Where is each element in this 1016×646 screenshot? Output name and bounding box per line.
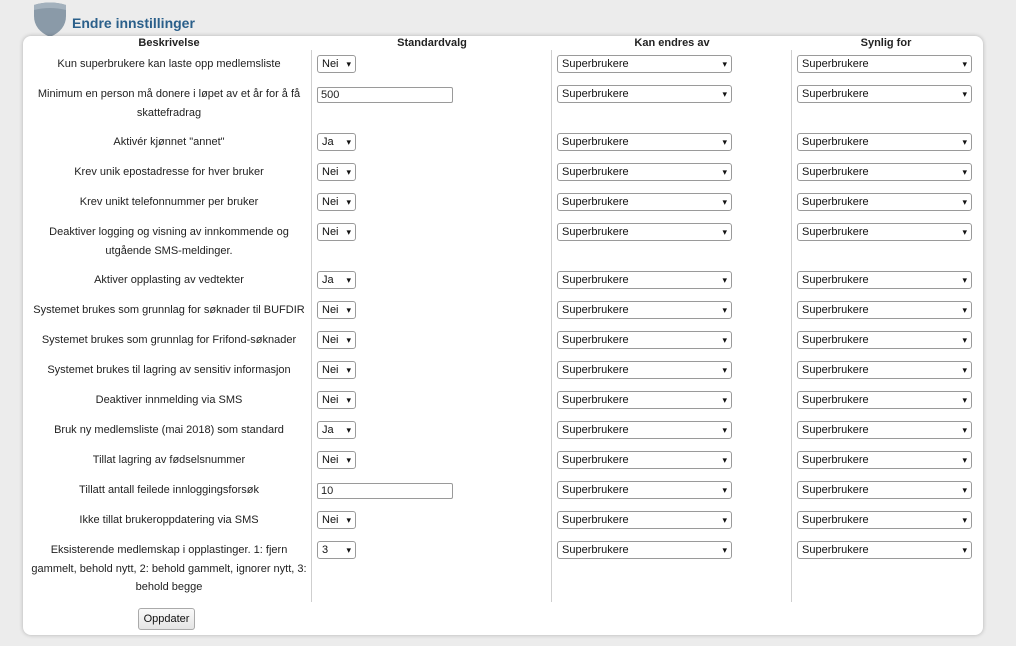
visible-for-select[interactable] (797, 223, 972, 241)
chevron-down-icon: ▾ (722, 167, 727, 177)
default-value-input[interactable]: 10 (317, 483, 453, 499)
chevron-down-icon: ▾ (346, 305, 351, 315)
chevron-down-icon: ▾ (722, 275, 727, 285)
default-value-select[interactable] (317, 421, 356, 439)
chevron-down-icon: ▾ (722, 485, 727, 495)
setting-description: Aktiver opplasting av vedtekter (94, 274, 244, 286)
select-value: Nei (322, 334, 339, 346)
select-value: Superbrukere (562, 88, 629, 100)
chevron-down-icon: ▾ (962, 305, 967, 315)
select-value: Ja (322, 424, 334, 436)
page-title: Endre innstillinger (72, 15, 195, 31)
editable-by-select[interactable] (557, 271, 732, 289)
select-value: Superbrukere (802, 196, 869, 208)
select-value: Superbrukere (562, 514, 629, 526)
setting-description: Krev unikt telefonnummer per bruker (79, 196, 259, 208)
column-header-description: Beskrivelse (138, 37, 200, 49)
select-value: Nei (322, 226, 339, 238)
default-value-select[interactable] (317, 271, 356, 289)
editable-by-select[interactable] (557, 361, 732, 379)
chevron-down-icon: ▾ (722, 365, 727, 375)
column-divider (551, 50, 552, 602)
select-value: 3 (322, 544, 329, 556)
visible-for-select[interactable] (797, 391, 972, 409)
column-divider (311, 50, 312, 602)
update-button[interactable]: Oppdater (138, 608, 195, 630)
chevron-down-icon: ▾ (962, 89, 967, 99)
select-value: Superbrukere (562, 166, 629, 178)
chevron-down-icon: ▾ (962, 485, 967, 495)
editable-by-select[interactable] (557, 301, 732, 319)
editable-by-select[interactable] (557, 421, 732, 439)
select-value: Nei (322, 514, 339, 526)
chevron-down-icon: ▾ (962, 167, 967, 177)
chevron-down-icon: ▾ (962, 275, 967, 285)
visible-for-select[interactable] (797, 361, 972, 379)
select-value: Superbrukere (802, 484, 869, 496)
visible-for-select[interactable] (797, 193, 972, 211)
select-value: Ja (322, 274, 334, 286)
chevron-down-icon: ▾ (962, 515, 967, 525)
setting-description: Systemet brukes som grunnlag for Frifond-søknader (41, 334, 297, 346)
setting-description: Systemet brukes til lagring av sensitiv informasjon (47, 364, 291, 376)
setting-description: Systemet brukes som grunnlag for søknader til BUFDIR (33, 304, 305, 316)
settings-panel (23, 36, 983, 635)
chevron-down-icon: ▾ (346, 425, 351, 435)
chevron-down-icon: ▾ (722, 227, 727, 237)
chevron-down-icon: ▾ (962, 137, 967, 147)
chevron-down-icon: ▾ (346, 167, 351, 177)
shield-logo-icon (33, 2, 67, 38)
visible-for-select[interactable] (797, 163, 972, 181)
setting-description: Ikke tillat brukeroppdatering via SMS (79, 514, 259, 526)
editable-by-select[interactable] (557, 55, 732, 73)
chevron-down-icon: ▾ (962, 59, 967, 69)
chevron-down-icon: ▾ (722, 89, 727, 99)
setting-description: Deaktiver innmelding via SMS (95, 394, 243, 406)
default-value-select[interactable] (317, 163, 356, 181)
chevron-down-icon: ▾ (722, 335, 727, 345)
chevron-down-icon: ▾ (722, 545, 727, 555)
default-value-select[interactable] (317, 361, 356, 379)
chevron-down-icon: ▾ (346, 545, 351, 555)
chevron-down-icon: ▾ (962, 197, 967, 207)
setting-description: Deaktiver logging og visning av innkommende og utgående SMS-meldinger. (49, 226, 289, 257)
select-value: Superbrukere (802, 544, 869, 556)
select-value: Nei (322, 304, 339, 316)
column-header-visible-for: Synlig for (860, 37, 912, 49)
chevron-down-icon: ▾ (722, 197, 727, 207)
select-value: Superbrukere (562, 274, 629, 286)
chevron-down-icon: ▾ (346, 455, 351, 465)
select-value: Ja (322, 136, 334, 148)
chevron-down-icon: ▾ (722, 395, 727, 405)
chevron-down-icon: ▾ (962, 365, 967, 375)
select-value: Nei (322, 166, 339, 178)
select-value: Superbrukere (802, 304, 869, 316)
setting-description: Tillatt antall feilede innloggingsforsøk (79, 484, 259, 496)
editable-by-select[interactable] (557, 223, 732, 241)
editable-by-select[interactable] (557, 511, 732, 529)
column-header-editable-by: Kan endres av (634, 37, 710, 49)
visible-for-select[interactable] (797, 55, 972, 73)
visible-for-select[interactable] (797, 133, 972, 151)
setting-description: Eksisterende medlemskap i opplastinger. 1: fjern gammelt, behold nytt, 2: behold gammelt, ignorer nytt, 3: behold begge (31, 544, 307, 593)
editable-by-select[interactable] (557, 451, 732, 469)
chevron-down-icon: ▾ (346, 335, 351, 345)
select-value: Superbrukere (802, 58, 869, 70)
editable-by-select[interactable] (557, 541, 732, 559)
chevron-down-icon: ▾ (722, 59, 727, 69)
visible-for-select[interactable] (797, 85, 972, 103)
select-value: Nei (322, 364, 339, 376)
column-divider (791, 50, 792, 602)
chevron-down-icon: ▾ (962, 335, 967, 345)
visible-for-select[interactable] (797, 541, 972, 559)
editable-by-select[interactable] (557, 331, 732, 349)
chevron-down-icon: ▾ (962, 455, 967, 465)
select-value: Superbrukere (802, 166, 869, 178)
select-value: Superbrukere (802, 454, 869, 466)
setting-description: Bruk ny medlemsliste (mai 2018) som standard (54, 424, 284, 436)
chevron-down-icon: ▾ (346, 197, 351, 207)
select-value: Superbrukere (802, 514, 869, 526)
chevron-down-icon: ▾ (722, 455, 727, 465)
default-value-select[interactable] (317, 223, 356, 241)
select-value: Nei (322, 454, 339, 466)
select-value: Superbrukere (562, 544, 629, 556)
select-value: Superbrukere (802, 226, 869, 238)
chevron-down-icon: ▾ (346, 59, 351, 69)
select-value: Superbrukere (562, 454, 629, 466)
chevron-down-icon: ▾ (346, 365, 351, 375)
chevron-down-icon: ▾ (962, 227, 967, 237)
chevron-down-icon: ▾ (722, 305, 727, 315)
select-value: Superbrukere (562, 334, 629, 346)
select-value: Superbrukere (802, 364, 869, 376)
editable-by-select[interactable] (557, 163, 732, 181)
visible-for-select[interactable] (797, 511, 972, 529)
select-value: Superbrukere (562, 394, 629, 406)
visible-for-select[interactable] (797, 421, 972, 439)
setting-description: Aktivér kjønnet "annet" (113, 136, 225, 148)
setting-description: Tillat lagring av fødselsnummer (92, 454, 246, 466)
select-value: Nei (322, 394, 339, 406)
select-value: Superbrukere (562, 226, 629, 238)
visible-for-select[interactable] (797, 451, 972, 469)
default-value-select[interactable] (317, 55, 356, 73)
select-value: Superbrukere (562, 58, 629, 70)
chevron-down-icon: ▾ (346, 275, 351, 285)
chevron-down-icon: ▾ (962, 425, 967, 435)
select-value: Superbrukere (802, 88, 869, 100)
chevron-down-icon: ▾ (346, 137, 351, 147)
default-value-select[interactable] (317, 451, 356, 469)
default-value-select[interactable] (317, 541, 356, 559)
select-value: Nei (322, 196, 339, 208)
select-value: Superbrukere (562, 364, 629, 376)
default-value-input[interactable]: 500 (317, 87, 453, 103)
chevron-down-icon: ▾ (722, 515, 727, 525)
select-value: Superbrukere (562, 136, 629, 148)
chevron-down-icon: ▾ (346, 395, 351, 405)
editable-by-select[interactable] (557, 193, 732, 211)
setting-description: Minimum en person må donere i løpet av et år for å få skattefradrag (37, 88, 301, 119)
select-value: Superbrukere (802, 424, 869, 436)
select-value: Superbrukere (562, 484, 629, 496)
setting-description: Krev unik epostadresse for hver bruker (74, 166, 264, 178)
chevron-down-icon: ▾ (962, 545, 967, 555)
editable-by-select[interactable] (557, 391, 732, 409)
select-value: Superbrukere (562, 424, 629, 436)
chevron-down-icon: ▾ (722, 137, 727, 147)
select-value: Nei (322, 58, 339, 70)
select-value: Superbrukere (802, 394, 869, 406)
select-value: Superbrukere (562, 196, 629, 208)
chevron-down-icon: ▾ (962, 395, 967, 405)
editable-by-select[interactable] (557, 481, 732, 499)
chevron-down-icon: ▾ (346, 227, 351, 237)
default-value-select[interactable] (317, 391, 356, 409)
default-value-select[interactable] (317, 193, 356, 211)
select-value: Superbrukere (562, 304, 629, 316)
visible-for-select[interactable] (797, 331, 972, 349)
select-value: Superbrukere (802, 334, 869, 346)
editable-by-select[interactable] (557, 85, 732, 103)
default-value-select[interactable] (317, 511, 356, 529)
chevron-down-icon: ▾ (346, 515, 351, 525)
select-value: Superbrukere (802, 136, 869, 148)
visible-for-select[interactable] (797, 481, 972, 499)
chevron-down-icon: ▾ (722, 425, 727, 435)
select-value: Superbrukere (802, 274, 869, 286)
default-value-select[interactable] (317, 331, 356, 349)
column-header-default: Standardvalg (397, 37, 467, 49)
visible-for-select[interactable] (797, 301, 972, 319)
default-value-select[interactable] (317, 133, 356, 151)
visible-for-select[interactable] (797, 271, 972, 289)
default-value-select[interactable] (317, 301, 356, 319)
setting-description: Kun superbrukere kan laste opp medlemsliste (57, 58, 281, 70)
editable-by-select[interactable] (557, 133, 732, 151)
